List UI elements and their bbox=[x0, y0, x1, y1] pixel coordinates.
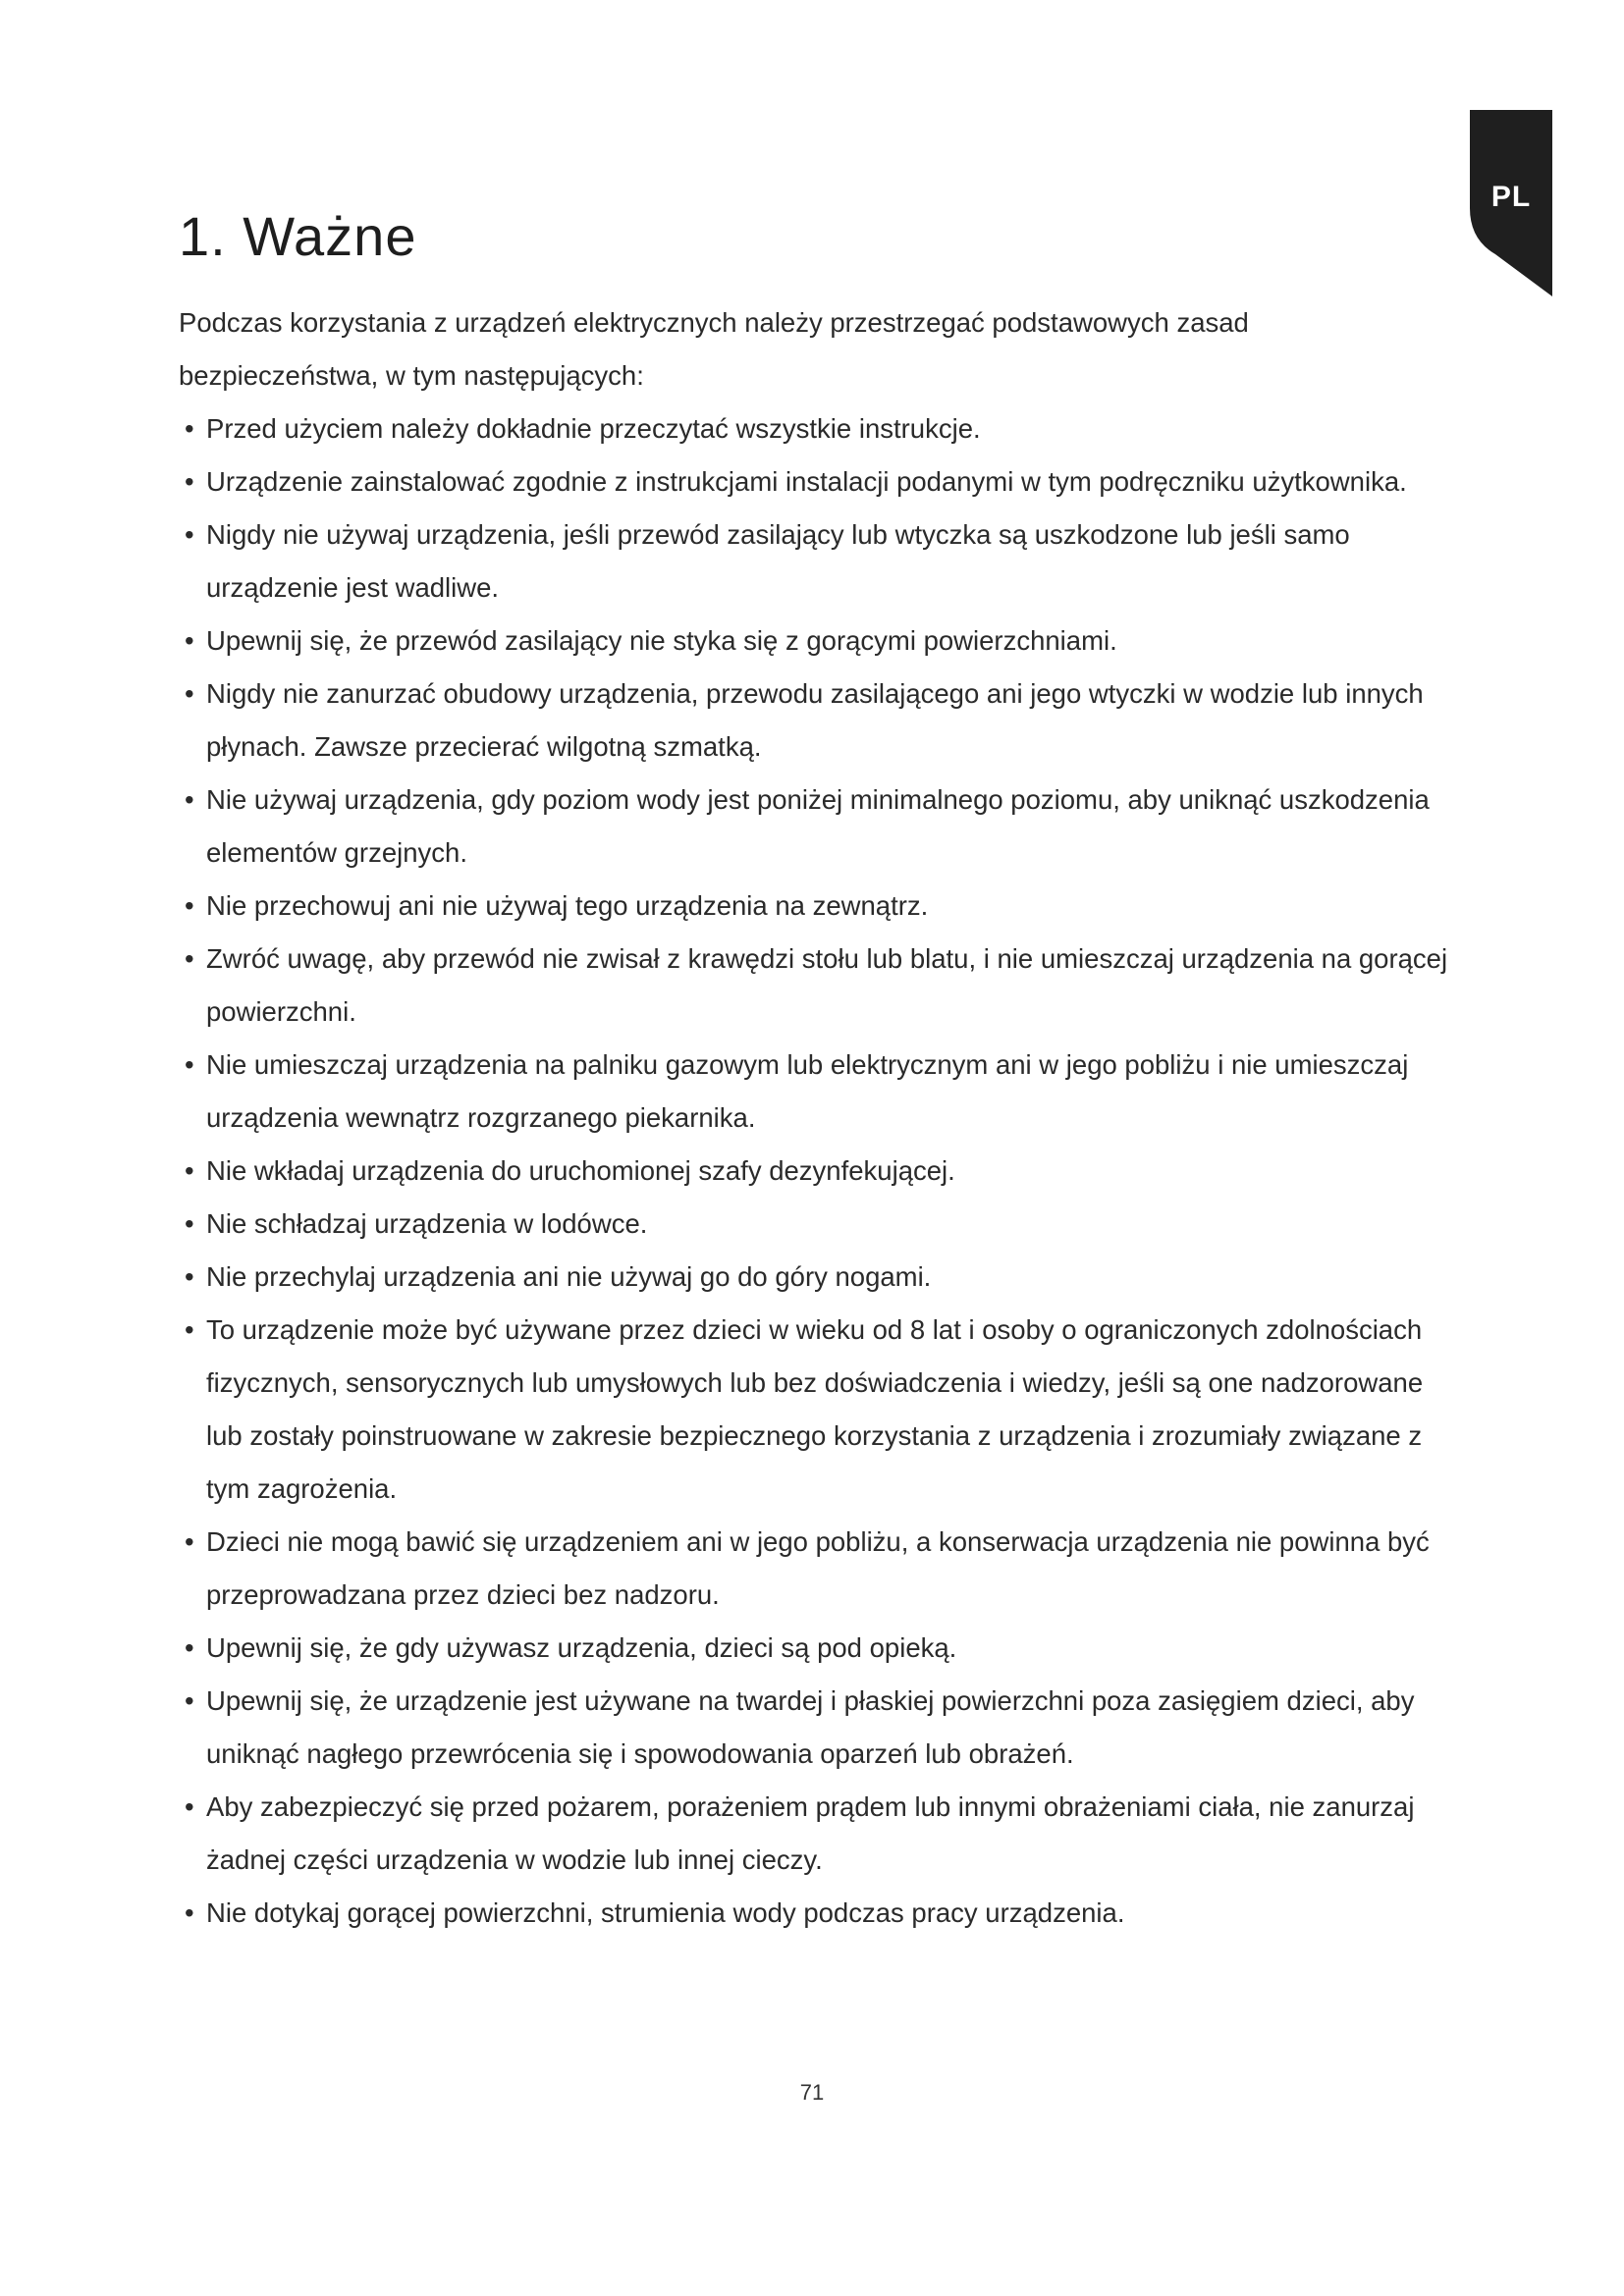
list-item: • Zwróć uwagę, aby przewód nie zwisał z krawędzi stołu lub blatu, i nie umieszczaj urządzenia na gorącej powierzchni. bbox=[179, 933, 1455, 1039]
list-item: • Aby zabezpieczyć się przed pożarem, porażeniem prądem lub innymi obrażeniami ciała, nie zanurzaj żadnej części urządzenia w wodzie lub innej cieczy. bbox=[179, 1781, 1455, 1887]
list-item: • Dzieci nie mogą bawić się urządzeniem ani w jego pobliżu, a konserwacja urządzenia nie powinna być przeprowadzana przez dzieci bez nadzoru. bbox=[179, 1516, 1455, 1622]
list-item: • Nie wkładaj urządzenia do uruchomionej szafy dezynfekującej. bbox=[179, 1145, 1455, 1198]
list-item: • Urządzenie zainstalować zgodnie z instrukcjami instalacji podanymi w tym podręczniku użytkownika. bbox=[179, 455, 1455, 508]
list-item: • Upewnij się, że gdy używasz urządzenia, dzieci są pod opieką. bbox=[179, 1622, 1455, 1675]
page-number: 71 bbox=[799, 2080, 825, 2105]
list-item: • Nigdy nie używaj urządzenia, jeśli przewód zasilający lub wtyczka są uszkodzone lub jeśli samo urządzenie jest wadliwe. bbox=[179, 508, 1455, 614]
list-item: • Nie używaj urządzenia, gdy poziom wody jest poniżej minimalnego poziomu, aby uniknąć uszkodzenia elementów grzejnych. bbox=[179, 774, 1455, 880]
intro-paragraph: Podczas korzystania z urządzeń elektrycznych należy przestrzegać podstawowych zasad bezpieczeństwa, w tym następujących: bbox=[179, 307, 1249, 391]
list-item: • Nigdy nie zanurzać obudowy urządzenia, przewodu zasilającego ani jego wtyczki w wodzie lub innych płynach. Zawsze przecierać wilgotną szmatką. bbox=[179, 667, 1455, 774]
safety-instructions bbox=[179, 296, 1455, 1940]
list-item: • Nie dotykaj gorącej powierzchni, strumienia wody podczas pracy urządzenia. bbox=[179, 1887, 1455, 1940]
list-item: • To urządzenie może być używane przez dzieci w wieku od 8 lat i osoby o ograniczonych zdolnościach fizycznych, sensorycznych lub umysłowych lub bez doświadczenia i wiedzy, jeśli są one nadzorowane lub zostały poinstruowane w zakresie bezpiecznego korzystania z urządzenia i zrozumiały związane z tym zagrożenia. bbox=[179, 1304, 1455, 1516]
list-item: • Przed użyciem należy dokładnie przeczytać wszystkie instrukcje. bbox=[179, 402, 1455, 455]
list-item: • Nie przechylaj urządzenia ani nie używaj go do góry nogami. bbox=[179, 1251, 1455, 1304]
safety-rules-list bbox=[179, 402, 1455, 1940]
list-item: • Upewnij się, że urządzenie jest używane na twardej i płaskiej powierzchni poza zasięgiem dzieci, aby uniknąć nagłego przewrócenia się i spowodowania oparzeń lub obrażeń. bbox=[179, 1675, 1455, 1781]
list-item: • Nie przechowuj ani nie używaj tego urządzenia na zewnątrz. bbox=[179, 880, 1455, 933]
page-title: 1. Ważne bbox=[179, 205, 417, 267]
list-item: • Nie schładzaj urządzenia w lodówce. bbox=[179, 1198, 1455, 1251]
language-label: PL bbox=[1490, 181, 1532, 213]
list-item: • Nie umieszczaj urządzenia na palniku gazowym lub elektrycznym ani w jego pobliżu i nie umieszczaj urządzenia wewnątrz rozgrzanego piekarnika. bbox=[179, 1039, 1455, 1145]
list-item: • Upewnij się, że przewód zasilający nie styka się z gorącymi powierzchniami. bbox=[179, 614, 1455, 667]
language-tab bbox=[1470, 110, 1552, 296]
